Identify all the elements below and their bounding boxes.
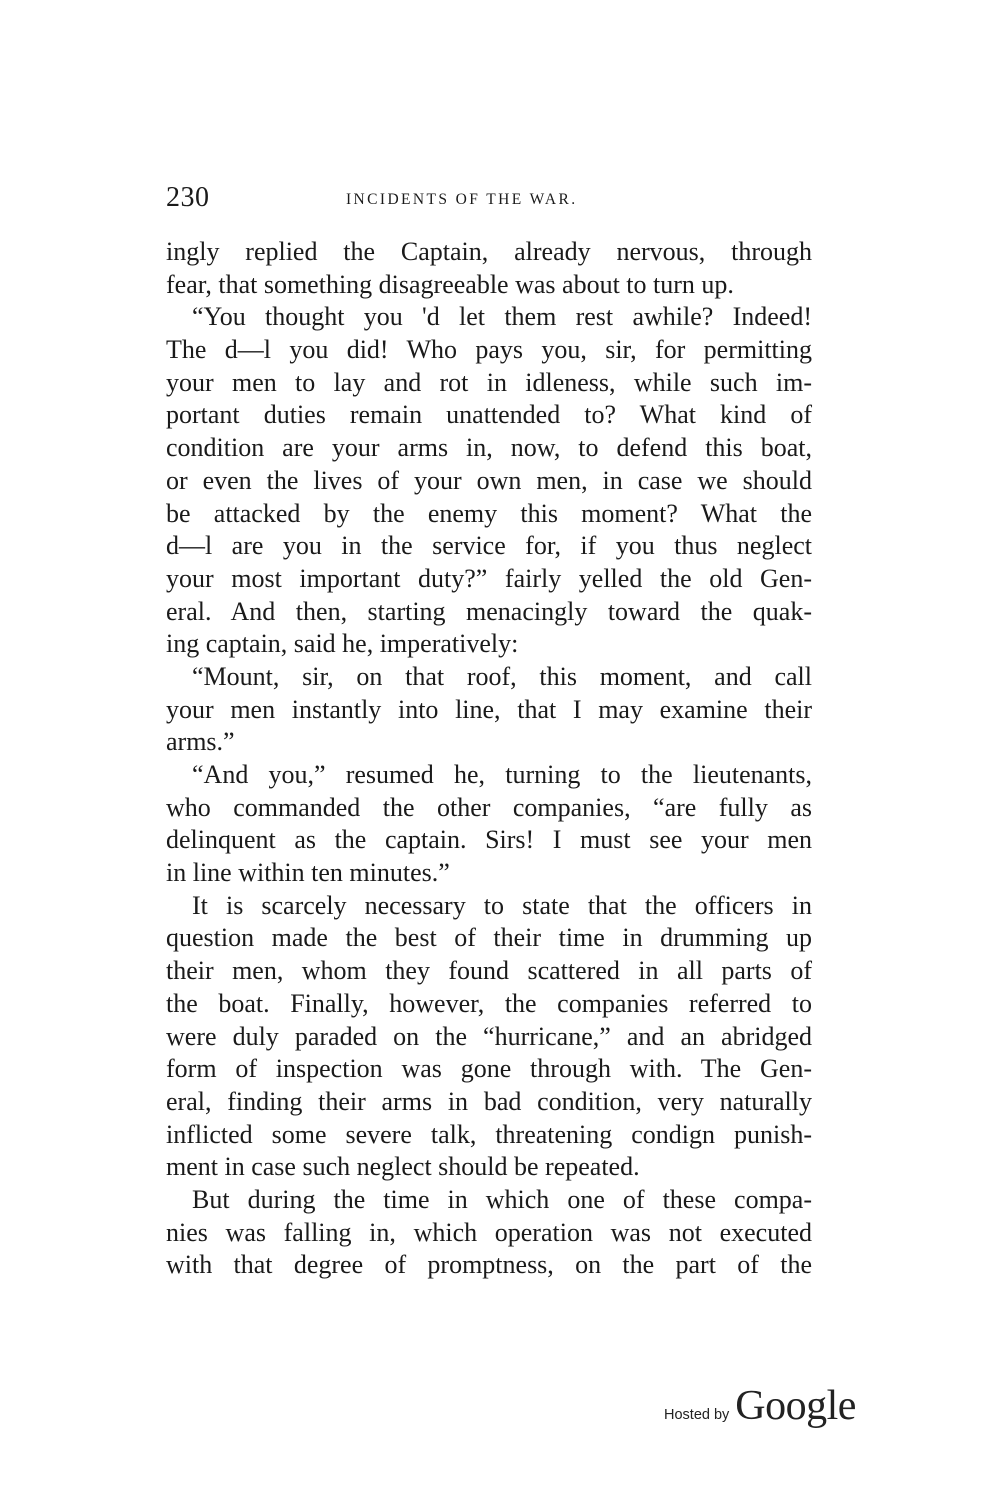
text-line: “And you,” resumed he, turning to the lieutenants, — [192, 760, 812, 789]
text-line: or even the lives of your own men, in case we should — [166, 465, 812, 495]
text-line: ing captain, said he, imperatively: — [166, 629, 519, 659]
text-line: eral. And then, starting menacingly toward the quak- — [166, 596, 812, 626]
text-line: But during the time in which one of these compa- — [192, 1184, 812, 1214]
text-line: arms.” — [166, 727, 235, 757]
text-line: your most important duty?” fairly yelled the old Gen- — [166, 563, 812, 593]
text-line: their men, whom they found scattered in all parts of — [166, 956, 812, 986]
google-logo: Google — [735, 1383, 856, 1429]
running-head — [166, 182, 816, 222]
text-line: question made the best of their time in drumming up — [166, 923, 812, 953]
text-line: The d—l you did! Who pays you, sir, for permitting — [166, 335, 812, 365]
running-title: INCIDENTS OF THE WAR. — [346, 191, 578, 208]
text-line: fear, that something disagreeable was about to turn up. — [166, 269, 734, 299]
text-line: your men instantly into line, that I may examine their — [166, 694, 812, 724]
text-line: delinquent as the captain. Sirs! I must see your men — [166, 825, 812, 855]
text-line: be attacked by the enemy this moment? What the — [166, 498, 812, 528]
text-line: ment in case such neglect should be repeated. — [166, 1152, 640, 1182]
text-line: ingly replied the Captain, already nervous, through — [166, 237, 812, 266]
hosted-by-label: Hosted by — [664, 1407, 730, 1423]
text-line: “Mount, sir, on that roof, this moment, and call — [192, 661, 812, 691]
text-line: d—l are you in the service for, if you thus neglect — [166, 531, 812, 561]
body-text — [166, 236, 812, 1282]
text-line: “You thought you 'd let them rest awhile? Indeed! — [192, 302, 812, 332]
text-line: were duly paraded on the “hurricane,” and an abridged — [166, 1021, 812, 1051]
text-line: form of inspection was gone through with. The Gen- — [166, 1054, 812, 1084]
text-line: with that degree of promptness, on the part of the — [166, 1250, 812, 1280]
text-line: the boat. Finally, however, the companies referred to — [166, 988, 812, 1018]
hosted-by-google-credit — [664, 1382, 856, 1432]
page-number: 230 — [166, 182, 210, 213]
text-line: who commanded the other companies, “are fully as — [166, 792, 812, 822]
text-line: nies was falling in, which operation was not executed — [166, 1217, 812, 1247]
text-line: portant duties remain unattended to? What kind of — [166, 400, 812, 430]
text-line: in line within ten minutes.” — [166, 858, 450, 888]
text-line: condition are your arms in, now, to defend this boat, — [166, 433, 812, 463]
text-line: eral, finding their arms in bad condition, very naturally — [166, 1086, 812, 1116]
text-line: It is scarcely necessary to state that the officers in — [192, 890, 812, 920]
text-line: inflicted some severe talk, threatening condign punish- — [166, 1119, 812, 1149]
text-line: your men to lay and rot in idleness, while such im- — [166, 367, 812, 397]
